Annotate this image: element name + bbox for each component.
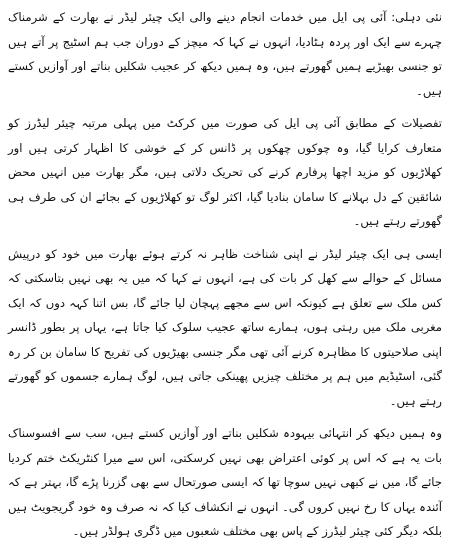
article-paragraph-2: تفصیلات کے مطابق آئی پی ایل کی صورت میں کرکٹ میں پہلی مرتبہ چیئر لیڈرز کو متعارف کرایا گیا، وہ چوکوں چھکوں پر ڈانس کر کے خوشی کا اظہار کرتی ہیں اور کھلاڑیوں کو مزید اچھا پرفارم کرنے کی تحریک دلاتی ہیں، مگر بھارت میں انہیں محض شائقین کے دل بہلانے کا سامان بنادیا گیا، اکثر لوگ تو کھلاڑیوں کے بجائے ان کی طرف ہی گھورتے رہتے ہیں۔	[8, 116, 442, 228]
article-paragraph-4: وہ ہمیں دیکھ کر انتہائی بیہودہ شکلیں بناتے اور آوازیں کستے ہیں، سب سے افسوسناک بات یہ ہے کہ اس پر کوئی اعتراض بھی نہیں کرسکتی، اس سے میرا کنٹریکٹ ختم کردیا جائے گا، میں نے کبھی نہیں سوچا تھا کہ ایسی صورتحال سے بھی گزرنا پڑے گا، بہتر ہے کہ آئندہ یہاں کا رخ نہیں کروں گی۔ انہوں نے انکشاف کیا کہ نہ صرف وہ خود گریجویٹ ہیں بلکہ دیگر کئی چیئر لیڈرز کے پاس بھی مختلف شعبوں میں ڈگری ہولڈر ہیں۔	[8, 426, 442, 538]
article-paragraph-1: نئی دہلی: آئی پی ایل میں خدمات انجام دینے والی ایک چیئر لیڈر نے بھارت کے شرمناک چہرے سے ایک اور پردہ ہٹادیا، انہوں نے کہا کہ میچز کے دوران جب ہم اسٹیج پر آتے ہیں تو جنسی بھیڑیے ہمیں گھورتے ہیں، وہ ہمیں دیکھ کر عجیب شکلیں بناتے اور آوازیں کستے ہیں۔	[8, 10, 442, 98]
article-paragraph-3: ایسی ہی ایک چیئر لیڈر نے اپنی شناخت ظاہر نہ کرتے ہوئے بھارت میں خود کو درپیش مسائل کے حوالے سے کھل کر بات کی ہے، انہوں نے کہا کہ میں یہ بھی نہیں بتاسکتی کہ کس ملک سے تعلق ہے کیونکہ اس سے مجھے پہچان لیا جائے گا، بس اتنا کہہ دوں کہ ایک مغربی ملک میں رہتی ہوں، ہمارے ساتھ عجیب سلوک کیا جاتا ہے، یہاں پر بطور ڈانسر اپنی صلاحیتوں کا مظاہرہ کرنے آئی تھی مگر جنسی بھیڑیوں کی تفریح کا سامان بن کر رہ گئی، اسٹیڈیم میں ہم پر مختلف چیزیں پھینکی جاتی ہیں، لوگ ہمارے جسموں کو گھورتے رہتے ہیں۔	[8, 246, 442, 408]
article-body	[8, 5, 442, 544]
